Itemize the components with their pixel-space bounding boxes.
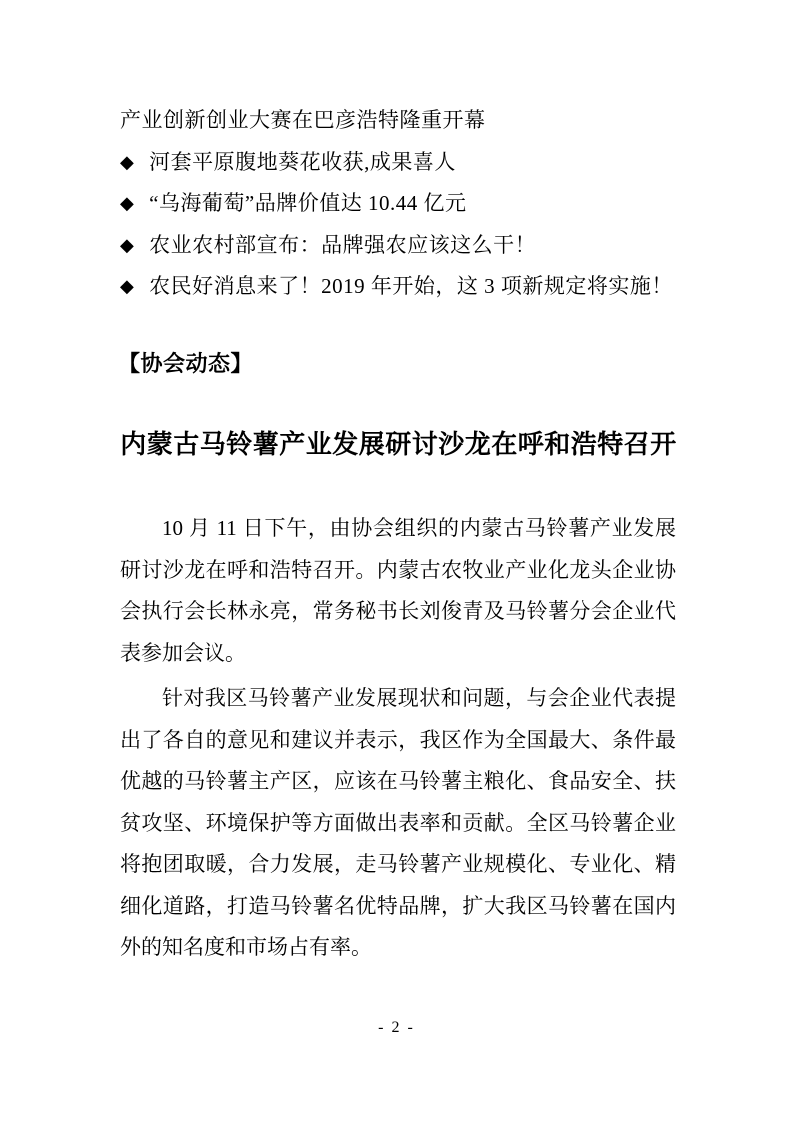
list-item-label: 河套平原腹地葵花收获,成果喜人 [149,149,456,174]
news-continuation-line [120,100,680,142]
paragraph: 针对我区马铃薯产业发展现状和问题，与会企业代表提出了各自的意见和建议并表示，我区作为全国最大、条件最优越的马铃薯主产区，应该在马铃薯主粮化、食品安全、扶贫攻坚、环境保护等方面做出表率和贡献。全区马铃薯企业将抱团取暖，合力发展，走马铃薯产业规模化、专业化、精细化道路，打造马铃薯名优特品牌，扩大我区马铃薯在国内外的知名度和市场占有率。 [120,686,676,959]
diamond-bullet-icon: ◆ [120,234,135,256]
news-continuation-text: 产业创新创业大赛在巴彦浩特隆重开幕 [120,108,486,132]
list-item [120,183,680,225]
article-body [120,508,676,969]
list-item-label: 农业农村部宣布：品牌强农应该这么干！ [149,232,537,257]
list-item-label: “乌海葡萄”品牌价值达 10.44 亿元 [149,191,467,215]
list-item [120,142,680,184]
diamond-bullet-icon: ◆ [120,151,135,173]
diamond-bullet-icon: ◆ [120,276,135,297]
article-title: 内蒙古马铃薯产业发展研讨沙龙在呼和浩特召开 [120,430,677,459]
diamond-bullet-icon: ◆ [120,193,135,214]
list-item-label: 农民好消息来了！2019 年开始，这 3 项新规定将实施！ [149,274,673,298]
paragraph: 10 月 11 日下午，由协会组织的内蒙古马铃薯产业发展研讨沙龙在呼和浩特召开。内蒙古农牧业产业化龙头企业协会执行会长林永亮，常务秘书长刘俊青及马铃薯分会企业代表参加会议。 [120,516,676,665]
list-item [120,266,680,308]
list-item [120,225,680,267]
section-header: 【协会动态】 [118,351,254,376]
page-number: - 2 - [378,1019,415,1036]
news-bullet-list [120,100,680,308]
